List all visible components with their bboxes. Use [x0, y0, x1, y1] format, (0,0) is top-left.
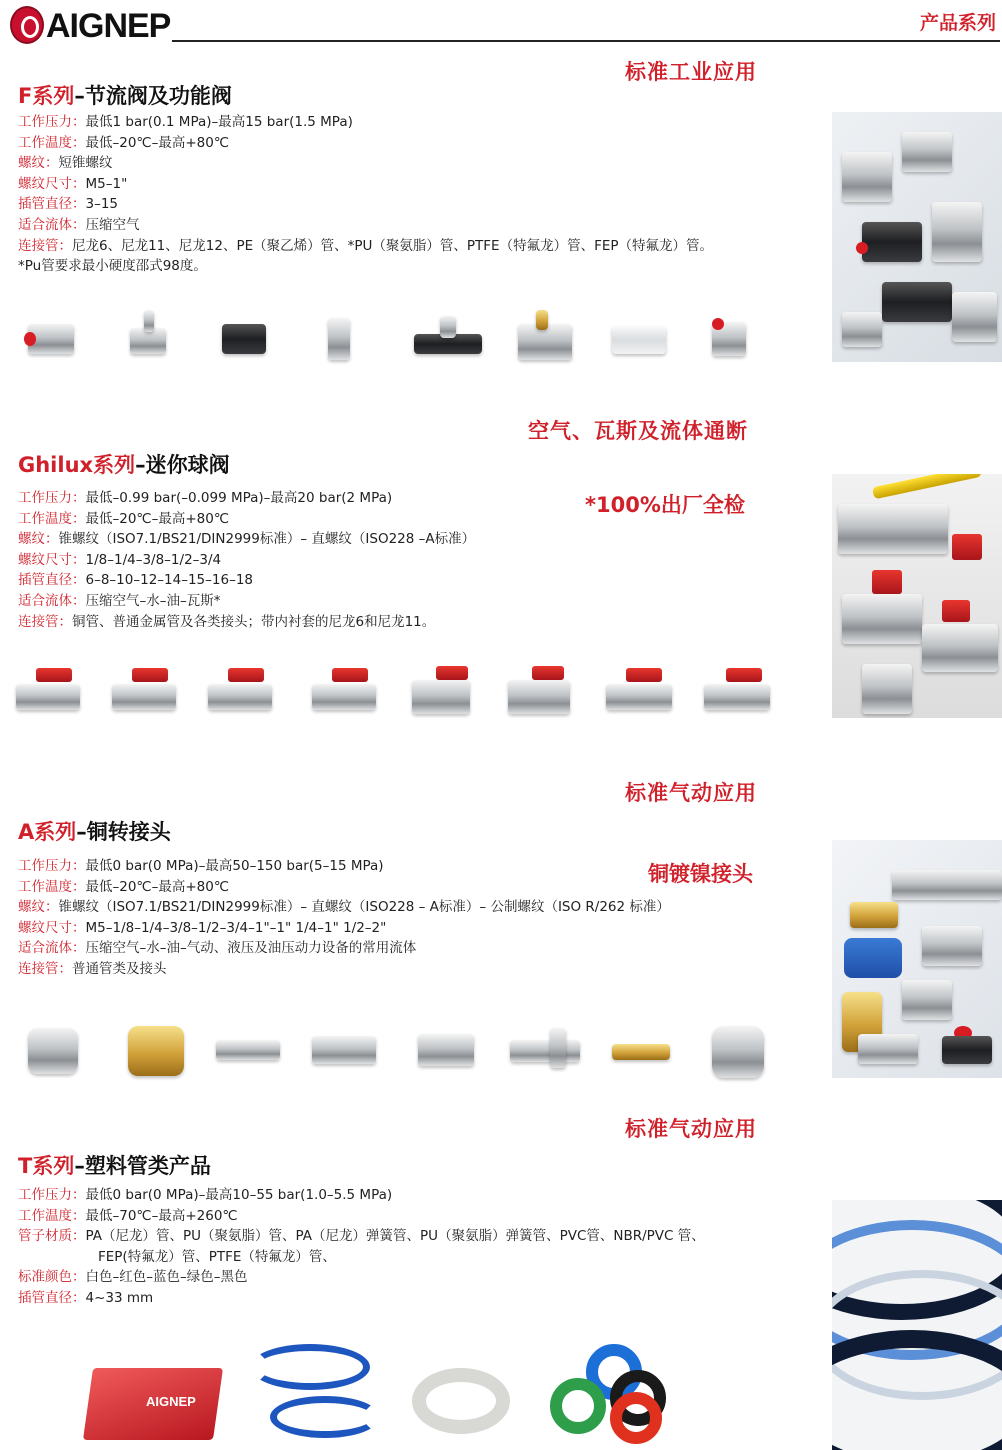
red-lever-icon — [726, 668, 762, 682]
brass-adapter-photo-icon — [216, 1040, 280, 1060]
brand-name: AIGNEP — [46, 7, 171, 45]
ball-valve-photo-icon — [112, 684, 176, 710]
spec-row: 标准颜色：白色–红色–蓝色–绿色–黑色 — [18, 1269, 248, 1286]
spec-row: 适合流体：压缩空气–水–油–瓦斯* — [18, 592, 221, 609]
tube-coil-photo-icon — [270, 1396, 380, 1438]
red-cap-icon — [712, 318, 724, 330]
f-series-photo — [832, 112, 1002, 362]
series-name: Ghilux系列 — [18, 453, 136, 477]
tube-coil-photo-icon — [550, 1378, 606, 1434]
t-series-photo — [832, 1200, 1002, 1450]
fitting-photo-icon — [144, 310, 154, 332]
spec-row: 连接管：铜管、普通金属管及各类接头；带内衬套的尼龙6和尼龙11。 — [18, 613, 436, 630]
brass-adapter-photo-icon — [28, 1028, 78, 1074]
box-brand: AIGNEP — [146, 1394, 196, 1409]
spec-row: 工作温度：最低–70℃–最高+260℃ — [18, 1207, 238, 1224]
red-lever-icon — [132, 668, 168, 682]
brass-adapter-photo-icon — [712, 1026, 764, 1078]
spec-row: 螺纹：锥螺纹（ISO7.1/BS21/DIN2999标准）– 直螺纹（ISO228 –A标准） — [18, 531, 476, 548]
section-category-2: 空气、瓦斯及流体通断 — [528, 419, 748, 443]
spec-row: 工作温度：最低–20℃–最高+80℃ — [18, 878, 229, 895]
series-name: F系列 — [18, 84, 75, 108]
brass-adapter-photo-icon — [128, 1026, 184, 1076]
red-lever-icon — [332, 668, 368, 682]
tube-coil-photo-icon — [412, 1368, 510, 1434]
product-row-t — [80, 1340, 700, 1445]
spec-row: 适合流体：压缩空气–水–油–气动、液压及油压动力设备的常用流体 — [18, 940, 417, 957]
spec-list-3 — [18, 856, 818, 980]
ghilux-photo — [832, 474, 1002, 718]
a-series-photo — [832, 840, 1002, 1078]
header-divider — [172, 40, 1000, 42]
red-cap-icon — [24, 332, 36, 346]
section-title-2 — [18, 449, 230, 479]
fitting-photo-icon — [536, 310, 548, 330]
ball-valve-photo-icon — [208, 684, 272, 710]
brand-logo — [10, 6, 170, 46]
spec-row: 工作压力：最低1 bar(0.1 MPa)–最高15 bar(1.5 MPa) — [18, 114, 353, 130]
red-lever-icon — [626, 668, 662, 682]
series-desc: –迷你球阀 — [135, 453, 230, 477]
section-category-1: 标准工业应用 — [625, 60, 757, 84]
brass-adapter-photo-icon — [312, 1036, 376, 1064]
product-row-a — [20, 1022, 820, 1082]
spec-row: 工作压力：最低0 bar(0 MPa)–最高50–150 bar(5–15 MPa) — [18, 858, 384, 874]
spec-row: 工作压力：最低0 bar(0 MPa)–最高10–55 bar(1.0–5.5 MPa) — [18, 1187, 393, 1203]
spec-row: 工作压力：最低–0.99 bar(–0.099 MPa)–最高20 bar(2 MPa) — [18, 490, 393, 506]
aignep-logo-icon — [10, 6, 44, 44]
brass-adapter-photo-icon — [550, 1028, 566, 1068]
inspection-note: *100%出厂全检 — [585, 493, 745, 517]
section-category-4: 标准气动应用 — [625, 1117, 757, 1141]
spec-row: 连接管：尼龙6、尼龙11、尼龙12、PE（聚乙烯）管、*PU（聚氨脂）管、PTFE（特氟龙）管、FEP（特氟龙）管。 — [18, 237, 714, 254]
section-category-3: 标准气动应用 — [625, 781, 757, 805]
ball-valve-photo-icon — [606, 684, 672, 710]
ball-valve-photo-icon — [412, 680, 470, 714]
brass-adapter-photo-icon — [612, 1044, 670, 1060]
ball-valve-photo-icon — [16, 684, 80, 710]
section-title-3 — [18, 816, 171, 846]
brass-adapter-photo-icon — [418, 1034, 474, 1066]
spec-row: 工作温度：最低–20℃–最高+80℃ — [18, 134, 229, 151]
spec-row: 螺纹尺寸：M5–1/8–1/4–3/8–1/2–3/4–1"–1" 1/4–1" 1/2–2" — [18, 919, 387, 936]
spec-footnote: *Pu管要求最小硬度邵式98度。 — [18, 258, 207, 275]
series-name: A系列 — [18, 820, 77, 844]
fitting-photo-icon — [612, 326, 666, 354]
series-desc: –塑料管类产品 — [74, 1154, 211, 1178]
fitting-photo-icon — [440, 316, 456, 338]
spec-row: 螺纹：锥螺纹（ISO7.1/BS21/DIN2999标准）– 直螺纹（ISO228 – A标准）– 公制螺纹（ISO R/262 标准） — [18, 899, 670, 916]
series-desc: –铜转接头 — [76, 820, 171, 844]
tube-coil-photo-icon — [610, 1392, 662, 1444]
spec-list-4 — [18, 1185, 828, 1309]
red-lever-icon — [36, 668, 72, 682]
ball-valve-photo-icon — [508, 680, 570, 714]
product-row-ghilux — [16, 662, 816, 722]
brass-adapter-photo-icon — [510, 1040, 580, 1062]
section-title-4 — [18, 1150, 211, 1180]
spec-row: 工作温度：最低–20℃–最高+80℃ — [18, 510, 229, 527]
ball-valve-photo-icon — [704, 684, 770, 710]
spec-row: 插管直径：4~33 mm — [18, 1289, 154, 1306]
ball-valve-photo-icon — [312, 684, 376, 710]
fitting-photo-icon — [222, 324, 266, 354]
plating-note: 铜镀镍接头 — [648, 862, 753, 886]
spec-list-2 — [18, 488, 578, 632]
series-desc: –节流阀及功能阀 — [74, 84, 232, 108]
spec-row: FEP(特氟龙）管、PTFE（特氟龙）管、 — [98, 1248, 336, 1265]
section-title-1 — [18, 80, 232, 110]
tube-coil-photo-icon — [250, 1344, 370, 1390]
spec-list-1 — [18, 112, 838, 277]
page-title: 产品系列 — [919, 12, 996, 34]
spec-row: 连接管：普通管类及接头 — [18, 960, 167, 977]
spec-row: 螺纹尺寸：1/8–1/4–3/8–1/2–3/4 — [18, 551, 222, 568]
red-lever-icon — [228, 668, 264, 682]
spec-row: 螺纹：短锥螺纹 — [18, 155, 113, 172]
spec-row: 插管直径：6–8–10–12–14–15–16–18 — [18, 572, 253, 589]
product-row-f — [22, 310, 822, 370]
red-lever-icon — [436, 666, 468, 680]
spec-row: 适合流体：压缩空气 — [18, 216, 140, 233]
spec-row: 螺纹尺寸：M5–1" — [18, 175, 128, 192]
spec-row: 插管直径：3–15 — [18, 196, 119, 213]
red-lever-icon — [532, 666, 564, 680]
fitting-photo-icon — [328, 318, 350, 360]
series-name: T系列 — [18, 1154, 75, 1178]
spec-row: 管子材质：PA（尼龙）管、PU（聚氨脂）管、PA（尼龙）弹簧管、PU（聚氨脂）弹簧管、PVC管、NBR/PVC 管、 — [18, 1228, 705, 1245]
